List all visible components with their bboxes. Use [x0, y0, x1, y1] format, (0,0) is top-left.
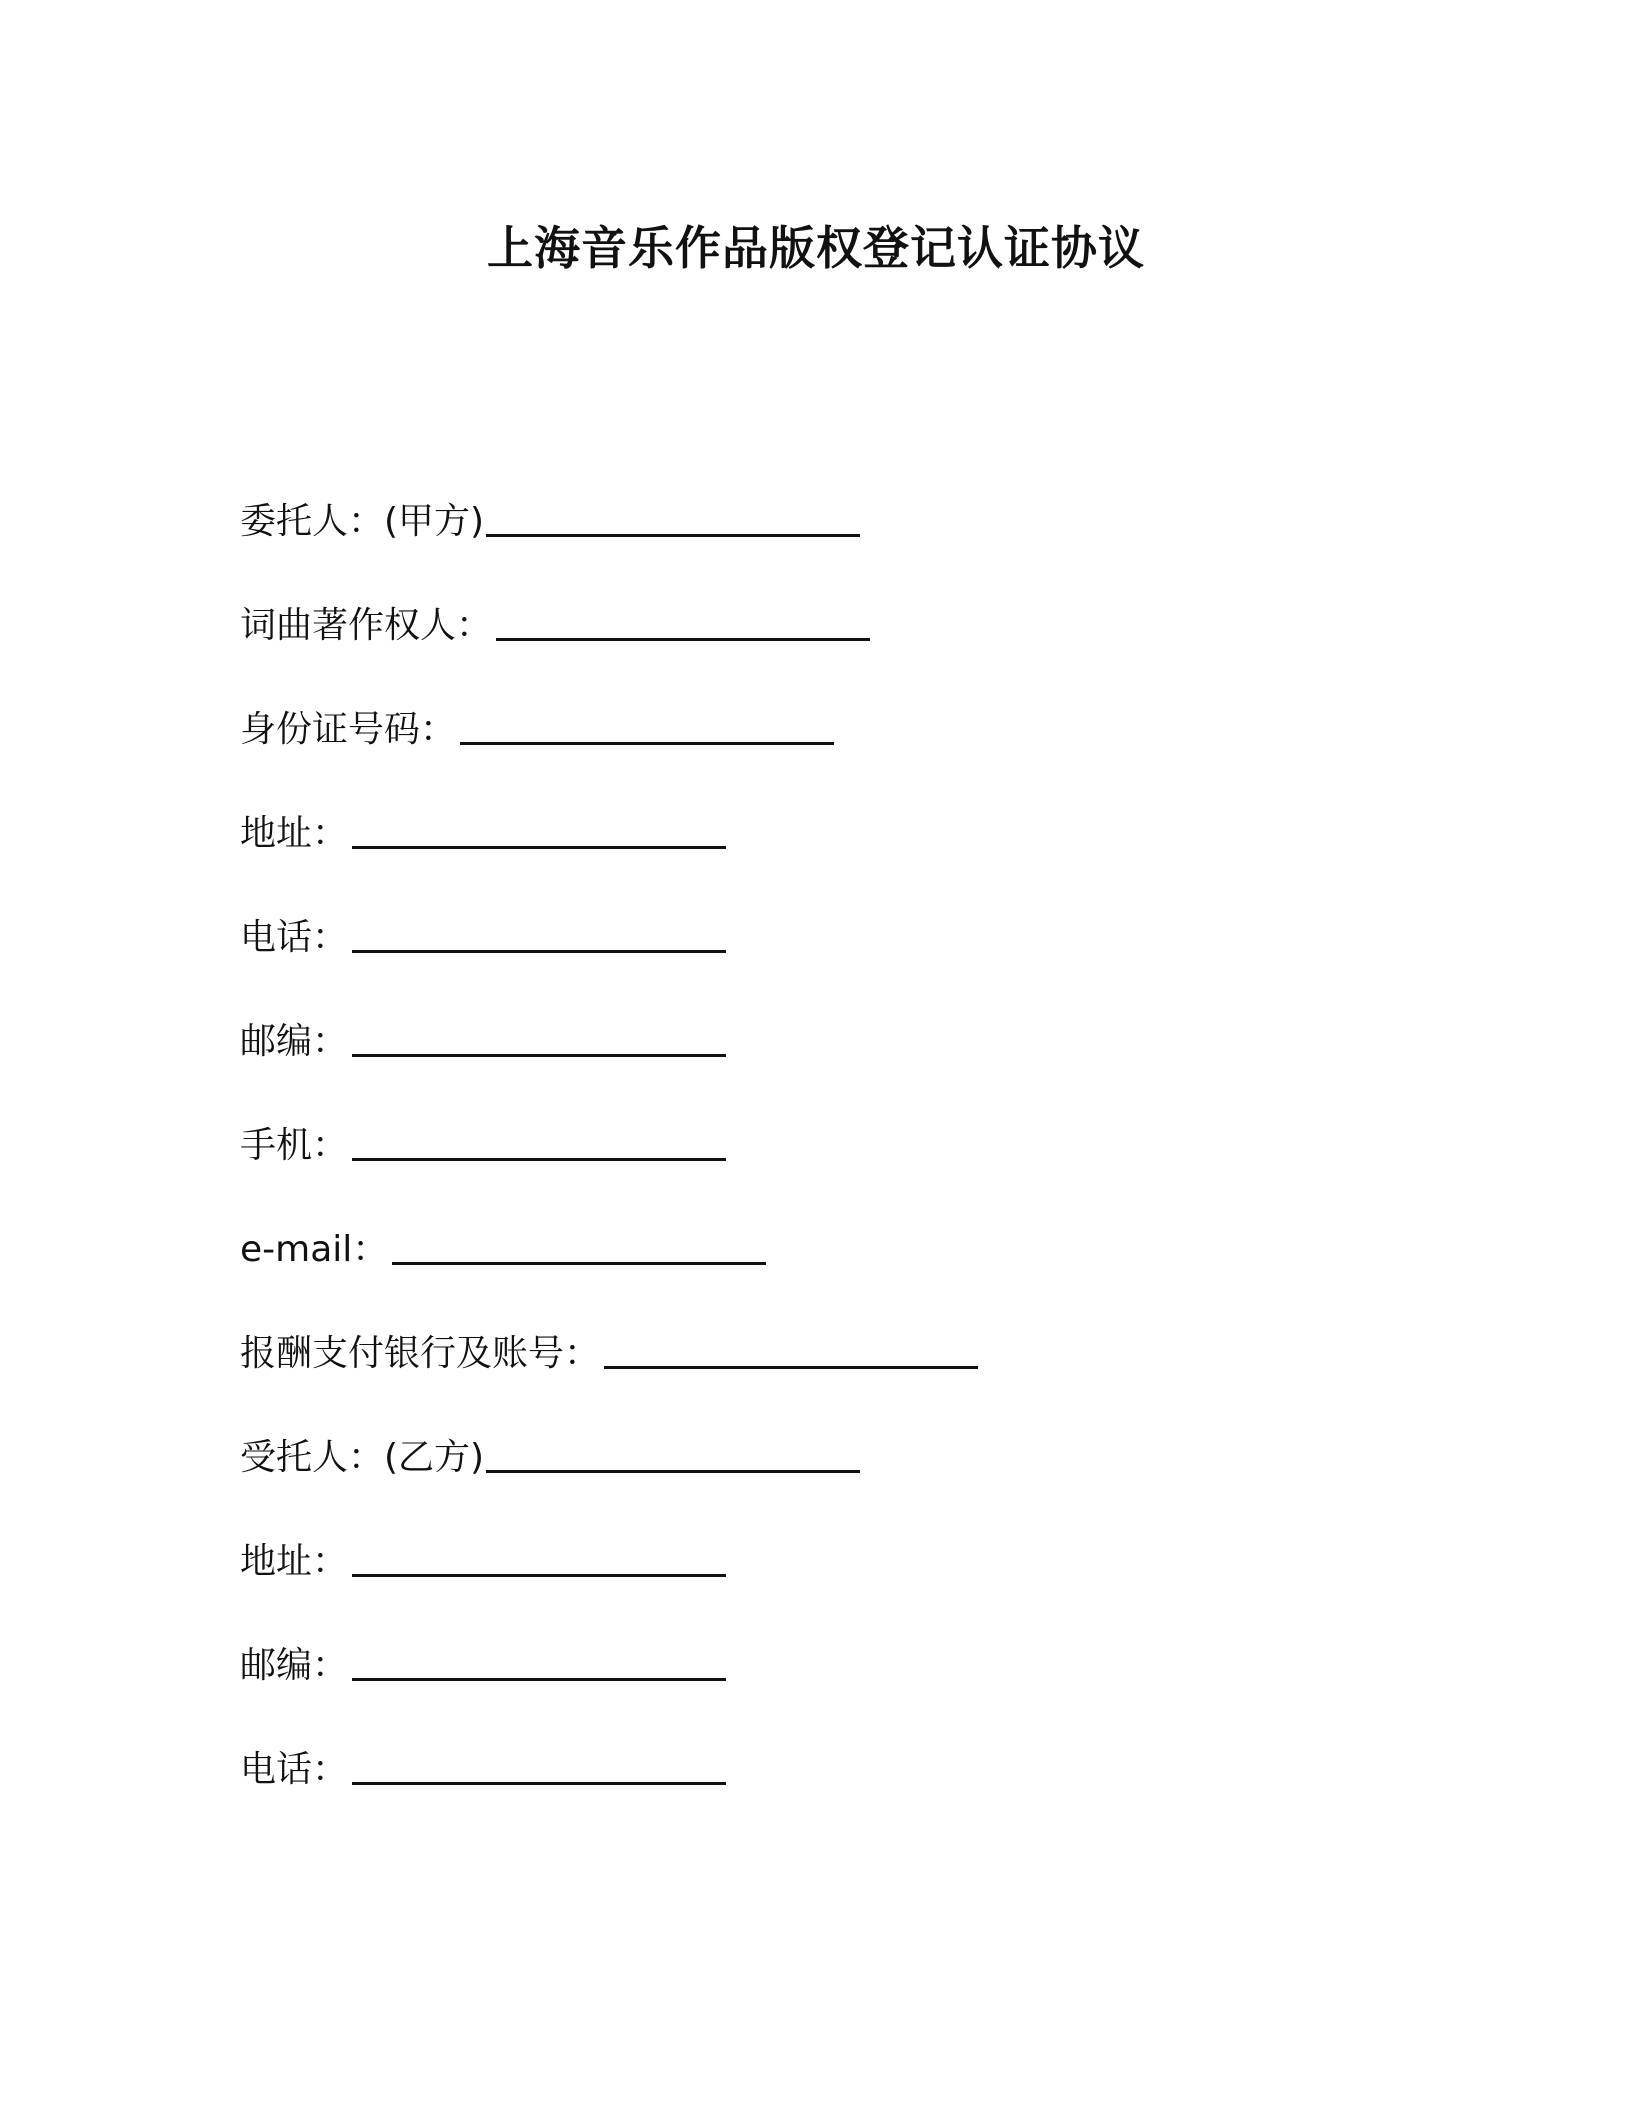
field-phone-b	[240, 1742, 1440, 1846]
field-bank-account	[240, 1326, 1440, 1430]
fill-in-blank[interactable]	[486, 1430, 860, 1473]
field-party-b	[240, 1430, 1440, 1534]
fill-in-blank[interactable]	[352, 1014, 726, 1057]
field-address-b	[240, 1534, 1440, 1638]
fill-in-blank[interactable]	[352, 910, 726, 953]
fill-in-blank[interactable]	[486, 494, 860, 537]
field-label: 电话：	[240, 1749, 349, 1790]
field-mobile	[240, 1118, 1440, 1222]
fill-in-blank[interactable]	[352, 1638, 726, 1681]
field-label: 手机：	[240, 1125, 349, 1166]
document-title: 上海音乐作品版权登记认证协议	[487, 221, 1145, 275]
field-postcode-b	[240, 1638, 1440, 1742]
field-label: 地址：	[240, 813, 349, 854]
field-label: e-mail：	[240, 1229, 389, 1270]
field-label: 委托人：(甲方)	[240, 501, 485, 542]
fill-in-blank[interactable]	[352, 806, 726, 849]
field-postcode	[240, 1014, 1440, 1118]
fill-in-blank[interactable]	[496, 598, 870, 641]
field-label: 身份证号码：	[240, 709, 457, 750]
form-field-list	[240, 494, 1440, 1846]
fill-in-blank[interactable]	[604, 1326, 978, 1369]
field-label: 词曲著作权人：	[240, 605, 493, 646]
fill-in-blank[interactable]	[460, 702, 834, 745]
field-id-number	[240, 702, 1440, 806]
field-address	[240, 806, 1440, 910]
field-label: 邮编：	[240, 1645, 349, 1686]
field-copyright-owner	[240, 598, 1440, 702]
fill-in-blank[interactable]	[392, 1222, 766, 1265]
field-email	[240, 1222, 1440, 1326]
field-label: 邮编：	[240, 1021, 349, 1062]
fill-in-blank[interactable]	[352, 1742, 726, 1785]
fill-in-blank[interactable]	[352, 1534, 726, 1577]
fill-in-blank[interactable]	[352, 1118, 726, 1161]
field-party-a	[240, 494, 1440, 598]
field-label: 受托人：(乙方)	[240, 1437, 485, 1478]
field-label: 电话：	[240, 917, 349, 958]
field-label: 报酬支付银行及账号：	[240, 1333, 601, 1374]
field-label: 地址：	[240, 1541, 349, 1582]
field-phone	[240, 910, 1440, 1014]
